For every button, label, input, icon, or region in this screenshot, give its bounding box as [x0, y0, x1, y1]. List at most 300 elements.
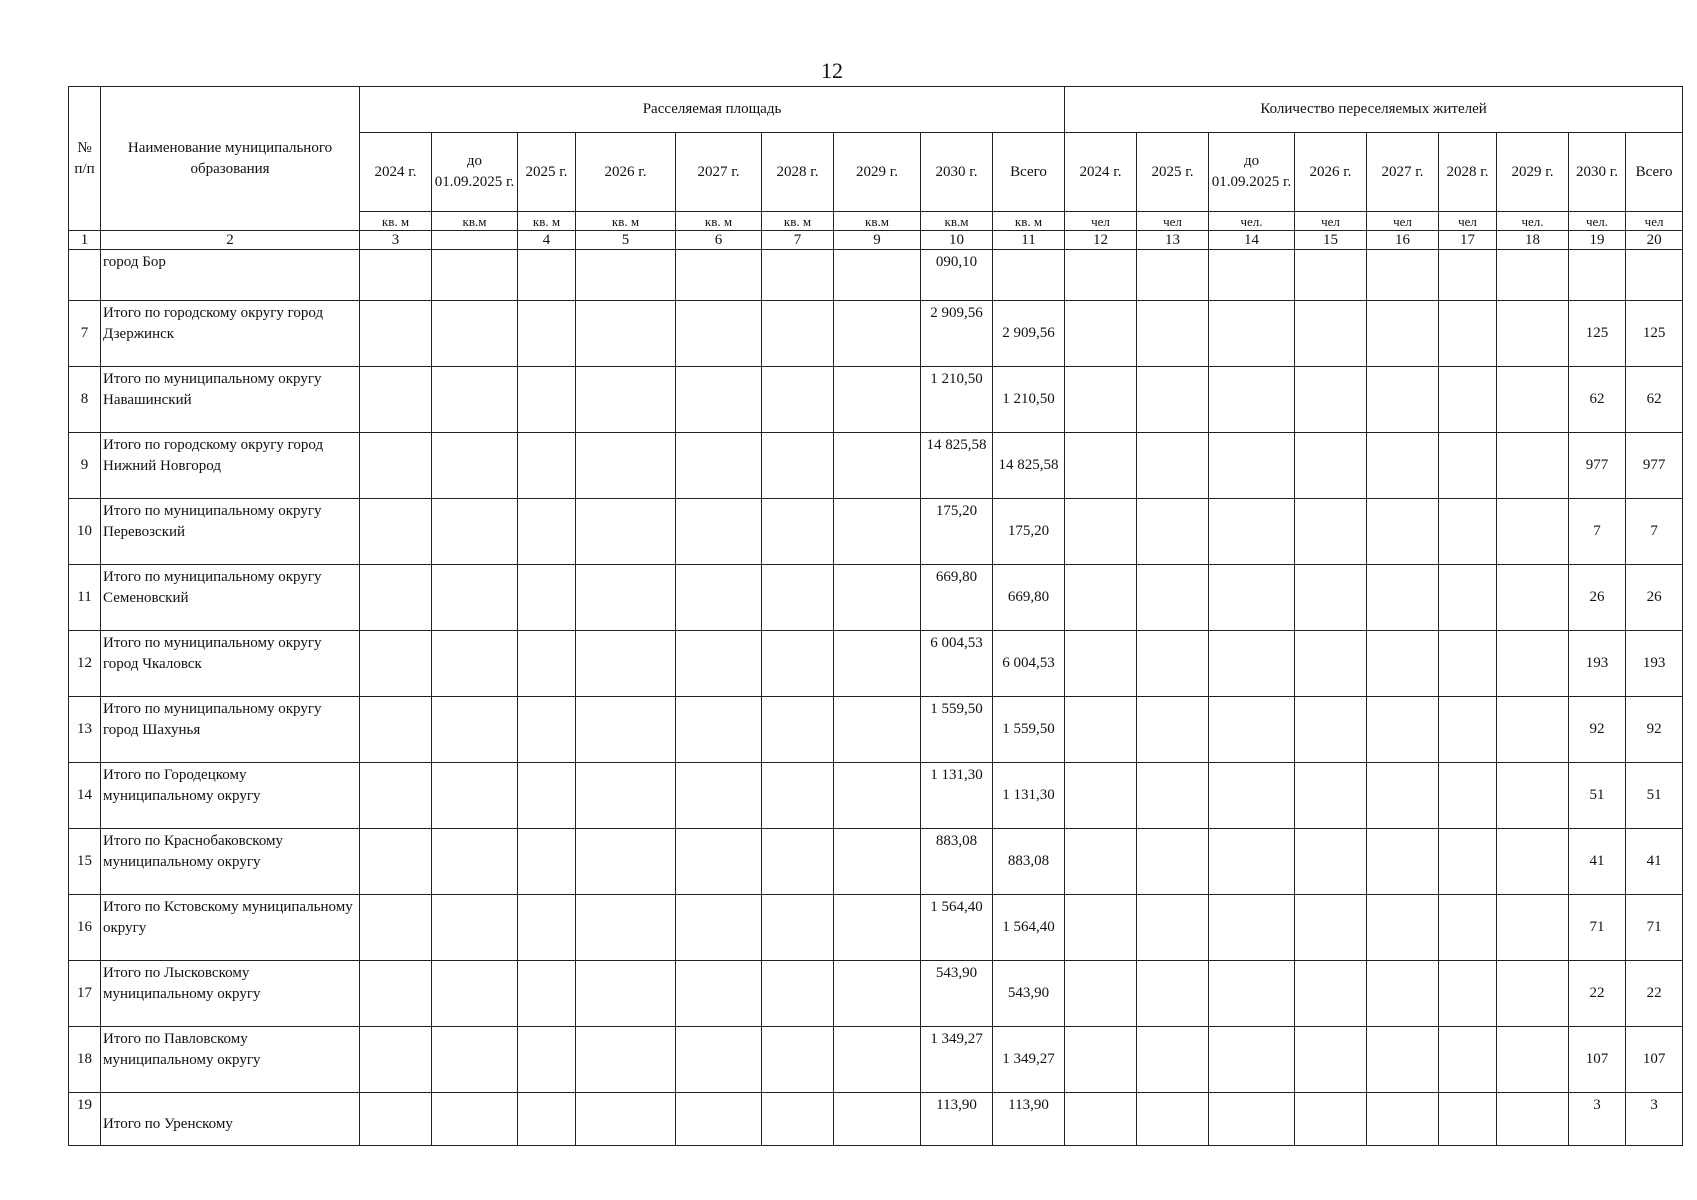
header-people-col: до 01.09.2025 г.	[1209, 133, 1295, 212]
empty-cell	[432, 895, 518, 961]
empty-cell	[676, 565, 762, 631]
header-people-col: Всего	[1626, 133, 1683, 212]
row-number	[69, 250, 101, 301]
column-number: 6	[676, 231, 762, 250]
header-num: № п/п	[69, 87, 101, 231]
header-people-unit: чел.	[1209, 212, 1295, 231]
area-total: 883,08	[993, 829, 1065, 895]
empty-cell	[676, 499, 762, 565]
empty-cell	[360, 367, 432, 433]
area-2030: 669,80	[921, 565, 993, 631]
area-total: 669,80	[993, 565, 1065, 631]
empty-cell	[1439, 367, 1497, 433]
empty-cell	[360, 1093, 432, 1146]
empty-cell	[432, 961, 518, 1027]
empty-cell	[1367, 895, 1439, 961]
row-name: город Бор	[101, 250, 360, 301]
empty-cell	[1367, 301, 1439, 367]
header-area-col: 2027 г.	[676, 133, 762, 212]
row-name: Итого по Павловскому муниципальному округу	[101, 1027, 360, 1093]
empty-cell	[518, 829, 576, 895]
empty-cell	[1439, 565, 1497, 631]
row-number: 14	[69, 763, 101, 829]
header-area-col: 2026 г.	[576, 133, 676, 212]
people-total: 3	[1626, 1093, 1683, 1146]
column-number: 19	[1569, 231, 1626, 250]
table-row	[69, 1093, 1683, 1146]
area-total: 1 349,27	[993, 1027, 1065, 1093]
empty-cell	[762, 565, 834, 631]
header-people-unit: чел.	[1569, 212, 1626, 231]
header-area-unit: кв.м	[834, 212, 921, 231]
empty-cell	[1065, 829, 1137, 895]
empty-cell	[676, 961, 762, 1027]
empty-cell	[1295, 1027, 1367, 1093]
empty-cell	[576, 301, 676, 367]
empty-cell	[762, 433, 834, 499]
people-total: 7	[1626, 499, 1683, 565]
empty-cell	[1137, 631, 1209, 697]
row-number: 12	[69, 631, 101, 697]
empty-cell	[1497, 763, 1569, 829]
empty-cell	[1497, 1093, 1569, 1146]
empty-cell	[834, 631, 921, 697]
empty-cell	[360, 433, 432, 499]
empty-cell	[432, 829, 518, 895]
empty-cell	[1295, 961, 1367, 1027]
table-row	[69, 631, 1683, 697]
empty-cell	[762, 829, 834, 895]
resettlement-table	[68, 86, 1683, 1146]
row-number: 19	[69, 1093, 101, 1146]
empty-cell	[1497, 895, 1569, 961]
area-total: 543,90	[993, 961, 1065, 1027]
page-number: 12	[821, 58, 843, 83]
empty-cell	[576, 631, 676, 697]
table-row	[69, 250, 1683, 301]
empty-cell	[576, 565, 676, 631]
table-row	[69, 367, 1683, 433]
row-number: 15	[69, 829, 101, 895]
empty-cell	[834, 250, 921, 301]
header-people-unit: чел	[1137, 212, 1209, 231]
empty-cell	[1209, 1093, 1295, 1146]
area-2030: 883,08	[921, 829, 993, 895]
column-number: 17	[1439, 231, 1497, 250]
area-total: 113,90	[993, 1093, 1065, 1146]
empty-cell	[834, 961, 921, 1027]
people-2030: 92	[1569, 697, 1626, 763]
empty-cell	[1497, 301, 1569, 367]
empty-cell	[1439, 301, 1497, 367]
empty-cell	[518, 499, 576, 565]
empty-cell	[834, 433, 921, 499]
empty-cell	[1065, 499, 1137, 565]
empty-cell	[1209, 499, 1295, 565]
empty-cell	[576, 763, 676, 829]
people-total: 107	[1626, 1027, 1683, 1093]
empty-cell	[1497, 829, 1569, 895]
header-people-unit: чел.	[1497, 212, 1569, 231]
empty-cell	[1065, 631, 1137, 697]
header-area-unit: кв.м	[432, 212, 518, 231]
empty-cell	[1497, 1027, 1569, 1093]
column-number: 10	[921, 231, 993, 250]
header-people-col: 2024 г.	[1065, 133, 1137, 212]
header-area-unit: кв. м	[676, 212, 762, 231]
empty-cell	[762, 697, 834, 763]
empty-cell	[1209, 961, 1295, 1027]
people-total: 71	[1626, 895, 1683, 961]
empty-cell	[762, 631, 834, 697]
empty-cell	[1439, 697, 1497, 763]
people-2030: 41	[1569, 829, 1626, 895]
empty-cell	[1439, 763, 1497, 829]
empty-cell	[1439, 961, 1497, 1027]
people-2030: 7	[1569, 499, 1626, 565]
empty-cell	[1497, 367, 1569, 433]
area-total: 1 559,50	[993, 697, 1065, 763]
empty-cell	[1439, 895, 1497, 961]
header-people-col: 2026 г.	[1295, 133, 1367, 212]
row-number: 16	[69, 895, 101, 961]
area-total: 1 210,50	[993, 367, 1065, 433]
column-number: 16	[1367, 231, 1439, 250]
empty-cell	[1065, 697, 1137, 763]
empty-cell	[1367, 631, 1439, 697]
table-row	[69, 829, 1683, 895]
empty-cell	[1497, 631, 1569, 697]
empty-cell	[360, 895, 432, 961]
empty-cell	[360, 499, 432, 565]
area-2030: 090,10	[921, 250, 993, 301]
people-total: 62	[1626, 367, 1683, 433]
people-total: 22	[1626, 961, 1683, 1027]
empty-cell	[432, 301, 518, 367]
empty-cell	[676, 1027, 762, 1093]
empty-cell	[1295, 631, 1367, 697]
row-number: 13	[69, 697, 101, 763]
empty-cell	[676, 631, 762, 697]
empty-cell	[1439, 250, 1497, 301]
people-total: 92	[1626, 697, 1683, 763]
empty-cell	[360, 301, 432, 367]
row-name: Итого по Лысковскому муниципальному округу	[101, 961, 360, 1027]
empty-cell	[576, 697, 676, 763]
empty-cell	[1497, 565, 1569, 631]
column-number-row	[69, 231, 1683, 250]
empty-cell	[834, 1027, 921, 1093]
row-name: Итого по муниципальному округу город Шахунья	[101, 697, 360, 763]
empty-cell	[1209, 565, 1295, 631]
header-people-unit: чел	[1626, 212, 1683, 231]
empty-cell	[1295, 301, 1367, 367]
row-name: Итого по муниципальному округу Навашинский	[101, 367, 360, 433]
area-total: 14 825,58	[993, 433, 1065, 499]
empty-cell	[762, 1027, 834, 1093]
empty-cell	[1295, 433, 1367, 499]
empty-cell	[1137, 250, 1209, 301]
empty-cell	[1367, 433, 1439, 499]
empty-cell	[432, 697, 518, 763]
empty-cell	[1137, 1093, 1209, 1146]
empty-cell	[1367, 1093, 1439, 1146]
header-people-col: 2030 г.	[1569, 133, 1626, 212]
header-area-unit: кв. м	[360, 212, 432, 231]
empty-cell	[834, 367, 921, 433]
header-people-unit: чел	[1367, 212, 1439, 231]
column-number: 7	[762, 231, 834, 250]
empty-cell	[1209, 367, 1295, 433]
people-2030: 107	[1569, 1027, 1626, 1093]
row-name: Итого по Уренскому	[101, 1093, 360, 1146]
empty-cell	[1367, 1027, 1439, 1093]
table-row	[69, 763, 1683, 829]
header-people-unit: чел	[1295, 212, 1367, 231]
empty-cell	[676, 1093, 762, 1146]
empty-cell	[762, 895, 834, 961]
empty-cell	[1065, 1093, 1137, 1146]
empty-cell	[1209, 301, 1295, 367]
empty-cell	[834, 301, 921, 367]
people-2030: 977	[1569, 433, 1626, 499]
row-number: 17	[69, 961, 101, 1027]
empty-cell	[1065, 895, 1137, 961]
people-2030: 3	[1569, 1093, 1626, 1146]
empty-cell	[518, 565, 576, 631]
people-2030: 71	[1569, 895, 1626, 961]
row-number: 9	[69, 433, 101, 499]
area-2030: 6 004,53	[921, 631, 993, 697]
empty-cell	[432, 631, 518, 697]
empty-cell	[1497, 961, 1569, 1027]
empty-cell	[360, 697, 432, 763]
area-total	[993, 250, 1065, 301]
people-2030	[1569, 250, 1626, 301]
people-total: 125	[1626, 301, 1683, 367]
empty-cell	[676, 301, 762, 367]
header-name: Наименование муниципального образования	[101, 87, 360, 231]
column-number: 20	[1626, 231, 1683, 250]
header-area-col: 2024 г.	[360, 133, 432, 212]
empty-cell	[834, 763, 921, 829]
empty-cell	[1209, 631, 1295, 697]
header-people-col: 2027 г.	[1367, 133, 1439, 212]
header-people-group: Количество переселяемых жителей	[1065, 87, 1683, 133]
empty-cell	[1295, 829, 1367, 895]
people-total: 51	[1626, 763, 1683, 829]
header-area-unit: кв. м	[518, 212, 576, 231]
area-2030: 1 210,50	[921, 367, 993, 433]
empty-cell	[1439, 631, 1497, 697]
header-area-unit: кв. м	[762, 212, 834, 231]
column-number: 5	[576, 231, 676, 250]
empty-cell	[1439, 829, 1497, 895]
header-people-col: 2025 г.	[1137, 133, 1209, 212]
empty-cell	[1497, 250, 1569, 301]
people-total: 193	[1626, 631, 1683, 697]
area-2030: 2 909,56	[921, 301, 993, 367]
empty-cell	[1497, 697, 1569, 763]
table-row	[69, 961, 1683, 1027]
empty-cell	[1367, 961, 1439, 1027]
column-number: 2	[101, 231, 360, 250]
empty-cell	[676, 895, 762, 961]
empty-cell	[360, 631, 432, 697]
empty-cell	[1209, 697, 1295, 763]
column-number: 15	[1295, 231, 1367, 250]
empty-cell	[1065, 433, 1137, 499]
empty-cell	[1439, 433, 1497, 499]
column-number: 18	[1497, 231, 1569, 250]
empty-cell	[1497, 433, 1569, 499]
empty-cell	[1209, 763, 1295, 829]
empty-cell	[518, 1027, 576, 1093]
column-number: 9	[834, 231, 921, 250]
row-name: Итого по городскому округу город Нижний Новгород	[101, 433, 360, 499]
empty-cell	[1295, 499, 1367, 565]
empty-cell	[1137, 1027, 1209, 1093]
empty-cell	[762, 499, 834, 565]
empty-cell	[834, 895, 921, 961]
empty-cell	[1367, 697, 1439, 763]
area-2030: 543,90	[921, 961, 993, 1027]
table-row	[69, 1027, 1683, 1093]
empty-cell	[834, 829, 921, 895]
empty-cell	[1137, 433, 1209, 499]
people-total: 977	[1626, 433, 1683, 499]
row-number: 8	[69, 367, 101, 433]
empty-cell	[1367, 763, 1439, 829]
people-total: 41	[1626, 829, 1683, 895]
empty-cell	[576, 1093, 676, 1146]
empty-cell	[360, 763, 432, 829]
area-2030: 1 349,27	[921, 1027, 993, 1093]
empty-cell	[518, 367, 576, 433]
table-row	[69, 433, 1683, 499]
empty-cell	[1295, 367, 1367, 433]
empty-cell	[834, 499, 921, 565]
empty-cell	[518, 1093, 576, 1146]
empty-cell	[676, 829, 762, 895]
column-number: 12	[1065, 231, 1137, 250]
people-2030: 51	[1569, 763, 1626, 829]
empty-cell	[762, 763, 834, 829]
empty-cell	[1209, 250, 1295, 301]
empty-cell	[1137, 499, 1209, 565]
empty-cell	[762, 301, 834, 367]
empty-cell	[1065, 763, 1137, 829]
empty-cell	[518, 250, 576, 301]
empty-cell	[432, 763, 518, 829]
area-2030: 1 559,50	[921, 697, 993, 763]
row-name: Итого по муниципальному округу Семеновский	[101, 565, 360, 631]
header-area-unit: кв.м	[921, 212, 993, 231]
empty-cell	[518, 763, 576, 829]
header-people-col: 2028 г.	[1439, 133, 1497, 212]
empty-cell	[576, 895, 676, 961]
empty-cell	[676, 367, 762, 433]
empty-cell	[576, 961, 676, 1027]
empty-cell	[1065, 961, 1137, 1027]
empty-cell	[518, 631, 576, 697]
empty-cell	[1209, 433, 1295, 499]
empty-cell	[432, 499, 518, 565]
empty-cell	[762, 961, 834, 1027]
empty-cell	[576, 250, 676, 301]
empty-cell	[1137, 829, 1209, 895]
empty-cell	[1209, 895, 1295, 961]
empty-cell	[1137, 301, 1209, 367]
empty-cell	[432, 1027, 518, 1093]
people-2030: 26	[1569, 565, 1626, 631]
people-2030: 193	[1569, 631, 1626, 697]
empty-cell	[576, 1027, 676, 1093]
people-total	[1626, 250, 1683, 301]
empty-cell	[1065, 565, 1137, 631]
empty-cell	[360, 829, 432, 895]
row-number: 18	[69, 1027, 101, 1093]
row-number: 11	[69, 565, 101, 631]
people-total: 26	[1626, 565, 1683, 631]
row-number: 10	[69, 499, 101, 565]
empty-cell	[1367, 499, 1439, 565]
area-2030: 1 564,40	[921, 895, 993, 961]
column-number: 14	[1209, 231, 1295, 250]
empty-cell	[1295, 565, 1367, 631]
row-name: Итого по Городецкому муниципальному округу	[101, 763, 360, 829]
empty-cell	[676, 250, 762, 301]
area-2030: 1 131,30	[921, 763, 993, 829]
header-area-col: 2025 г.	[518, 133, 576, 212]
empty-cell	[834, 565, 921, 631]
empty-cell	[762, 250, 834, 301]
header-area-unit: кв. м	[993, 212, 1065, 231]
header-area-group: Расселяемая площадь	[360, 87, 1065, 133]
header-people-col: 2029 г.	[1497, 133, 1569, 212]
empty-cell	[1065, 250, 1137, 301]
column-number	[432, 231, 518, 250]
area-2030: 113,90	[921, 1093, 993, 1146]
empty-cell	[518, 433, 576, 499]
row-name: Итого по Кстовскому муниципальному округу	[101, 895, 360, 961]
empty-cell	[1065, 301, 1137, 367]
empty-cell	[1439, 1093, 1497, 1146]
empty-cell	[576, 499, 676, 565]
row-number: 7	[69, 301, 101, 367]
header-area-col: Всего	[993, 133, 1065, 212]
empty-cell	[1137, 763, 1209, 829]
empty-cell	[1439, 1027, 1497, 1093]
column-number: 3	[360, 231, 432, 250]
empty-cell	[1065, 367, 1137, 433]
empty-cell	[1367, 367, 1439, 433]
header-people-unit: чел	[1065, 212, 1137, 231]
people-2030: 62	[1569, 367, 1626, 433]
header-area-col: 2028 г.	[762, 133, 834, 212]
empty-cell	[576, 433, 676, 499]
column-number: 13	[1137, 231, 1209, 250]
area-total: 6 004,53	[993, 631, 1065, 697]
empty-cell	[676, 697, 762, 763]
empty-cell	[576, 367, 676, 433]
area-2030: 14 825,58	[921, 433, 993, 499]
empty-cell	[1137, 895, 1209, 961]
header-area-col: до 01.09.2025 г.	[432, 133, 518, 212]
empty-cell	[1367, 250, 1439, 301]
empty-cell	[1295, 895, 1367, 961]
empty-cell	[518, 697, 576, 763]
